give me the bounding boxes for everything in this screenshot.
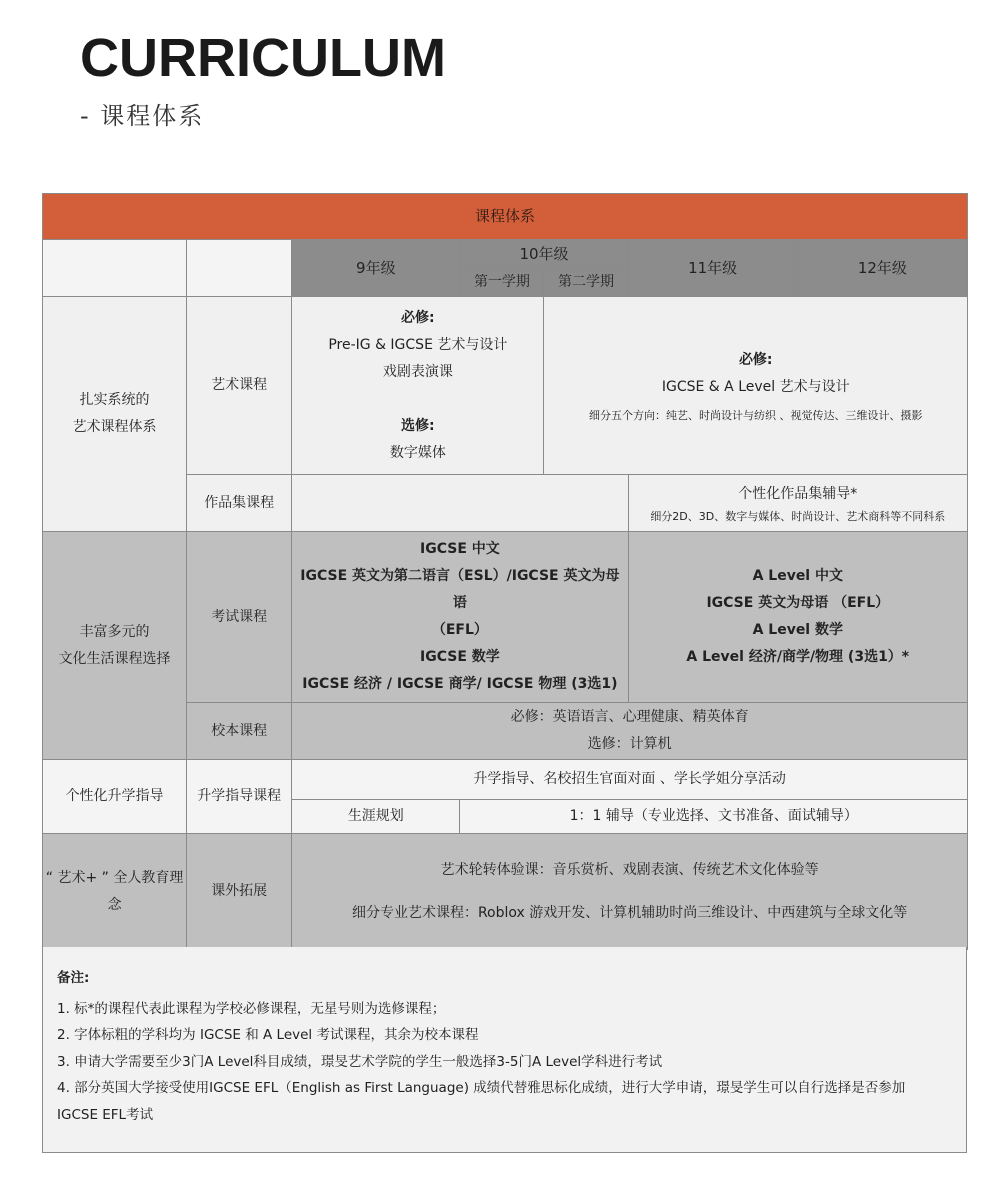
guidance-activities-cell: 升学指导、名校招生官面对面 、学长学姐分享活动 bbox=[292, 760, 968, 800]
grade-9-header: 9年级 bbox=[292, 240, 460, 297]
portfolio-cell: 个性化作品集辅导* 细分2D、3D、数字与媒体、时尚设计、艺术商科等不同科系 bbox=[628, 475, 967, 532]
notes-title: 备注: bbox=[57, 970, 90, 986]
extra-course-cell: 艺术轮转体验课：音乐赏析、戏剧表演、传统艺术文化体验等 细分专业艺术课程：Roblox 游戏开发、计算机辅助时尚三维设计、中西建筑与全球文化等 bbox=[292, 834, 968, 950]
guidance-course-label: 升学指导课程 bbox=[187, 760, 292, 834]
exam-course-label: 考试课程 bbox=[187, 532, 292, 703]
note-item: 1. 标*的课程代表此课程为学校必修课程，无星号则为选修课程； bbox=[57, 1000, 446, 1017]
grade-10-term2-header: 第二学期 bbox=[544, 269, 628, 297]
exam-course-grade9-10-cell: IGCSE 中文 IGCSE 英文为第二语言（ESL）/IGCSE 英文为母语 （EFL） IGCSE 数学 IGCSE 经济 / IGCSE 商学/ IGCSE 物理 (3选1) bbox=[292, 532, 628, 703]
section-guidance-label: 个性化升学指导 bbox=[43, 760, 187, 834]
extra-row bbox=[43, 834, 968, 950]
note-item: 2. 字体标粗的学科均为 IGCSE 和 A Level 考试课程，其余为校本课程 bbox=[57, 1027, 479, 1043]
art-course-grade10-12-cell: 必修: IGCSE & A Level 艺术与设计 细分五个方向：纯艺、时尚设计与纺织 、视觉传达、三维设计、摄影 bbox=[544, 297, 968, 475]
art-course-label: 艺术课程 bbox=[187, 297, 292, 475]
exam-course-row bbox=[43, 532, 968, 703]
portfolio-empty-cell bbox=[292, 475, 628, 532]
note-item: 4. 部分英国大学接受使用IGCSE EFL（English as First Language) 成绩代替雅思标化成绩，进行大学申请，璟旻学生可以自行选择是否参加 bbox=[57, 1080, 906, 1096]
extra-course-label: 课外拓展 bbox=[187, 834, 292, 950]
guidance-row-1 bbox=[43, 760, 968, 800]
header-empty-cell-1 bbox=[43, 240, 187, 297]
table-banner-row bbox=[43, 194, 968, 240]
grade-header-row bbox=[43, 240, 968, 269]
school-course-cell: 必修：英语语言、心理健康、精英体育 选修：计算机 bbox=[292, 703, 968, 760]
art-course-row bbox=[43, 297, 968, 475]
exam-course-grade11-12-cell: A Level 中文 IGCSE 英文为母语 （EFL） A Level 数学 A Level 经济/商学/物理 (3选1）* bbox=[628, 532, 967, 703]
note-item: 3. 申请大学需要至少3门A Level科目成绩，璟旻艺术学院的学生一般选择3-5门A Level学科进行考试 bbox=[57, 1053, 663, 1070]
portfolio-label: 作品集课程 bbox=[187, 475, 292, 532]
school-course-label: 校本课程 bbox=[187, 703, 292, 760]
art-course-grade9-10-cell: 必修: Pre-IG & IGCSE 艺术与设计 戏剧表演课 选修: 数字媒体 bbox=[292, 297, 544, 475]
grade-11-header: 11年级 bbox=[628, 240, 797, 297]
page-subtitle: - 课程体系 bbox=[80, 102, 205, 130]
grade-10-header: 10年级 bbox=[460, 240, 628, 269]
header-empty-cell-2 bbox=[187, 240, 292, 297]
notes-box bbox=[42, 947, 967, 1153]
note-item: IGCSE EFL考试 bbox=[57, 1106, 154, 1123]
grade-12-header: 12年级 bbox=[797, 240, 967, 297]
curriculum-table bbox=[42, 193, 968, 950]
section-art-label: 扎实系统的 艺术课程体系 bbox=[43, 297, 187, 532]
grade-10-term1-header: 第一学期 bbox=[460, 269, 544, 297]
page-title: CURRICULUM bbox=[80, 28, 446, 88]
section-extra-label: “ 艺术+ ” 全人教育理 念 bbox=[43, 834, 187, 950]
section-culture-label: 丰富多元的 文化生活课程选择 bbox=[43, 532, 187, 760]
table-banner: 课程体系 bbox=[43, 194, 968, 240]
one-on-one-cell: 1：1 辅导（专业选择、文书准备、面试辅导） bbox=[460, 800, 968, 834]
career-planning-cell: 生涯规划 bbox=[292, 800, 460, 834]
